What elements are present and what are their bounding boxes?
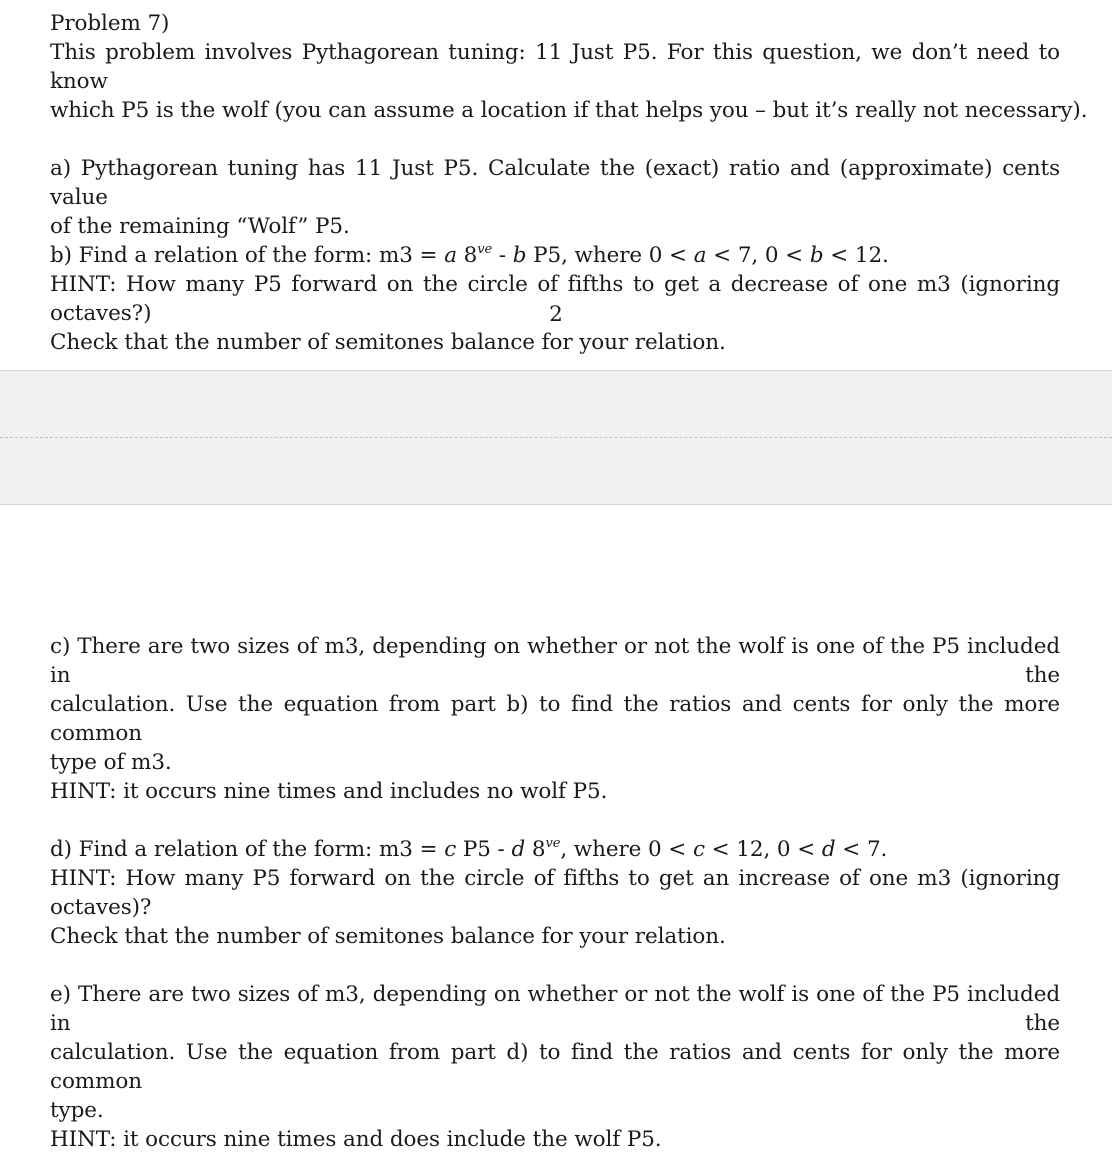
part-a-line-1: a) Pythagorean tuning has 11 Just P5. Calculate the (exact) ratio and (approximate) cents value: [50, 156, 1060, 210]
part-e-line-2: calculation. Use the equation from part d) to find the ratios and cents for only the more common: [50, 1040, 1060, 1094]
part-c-line-1: c) There are two sizes of m3, depending on whether or not the wolf is one of the P5 included in the: [50, 634, 1060, 688]
page-2-content: [50, 632, 1060, 1154]
part-a-line-2: of the remaining “Wolf” P5.: [50, 214, 350, 239]
part-d-relation: d) Find a relation of the form: m3 = c P5 - d $8^{ve}$, where 0 < c < 12, 0 < d < 7.: [50, 836, 888, 862]
page-break-separator: [0, 370, 1112, 505]
part-d-hint: HINT: How many P5 forward on the circle of fifths to get an increase of one m3 (ignoring octaves)?: [50, 866, 1060, 920]
intro-line-1: This problem involves Pythagorean tuning: 11 Just P5. For this question, we don’t need to know: [50, 40, 1060, 94]
problem-title: Problem 7): [50, 11, 170, 36]
part-c-line-2: calculation. Use the equation from part b) to find the ratios and cents for only the more common: [50, 692, 1060, 746]
part-e-line-1: e) There are two sizes of m3, depending on whether or not the wolf is one of the P5 included in the: [50, 982, 1060, 1036]
part-c-hint: HINT: it occurs nine times and includes no wolf P5.: [50, 779, 608, 804]
part-e-line-3: type.: [50, 1098, 104, 1123]
part-b-check: Check that the number of semitones balance for your relation.: [50, 330, 726, 355]
page-number: 2: [549, 302, 563, 327]
part-b-hint: HINT: How many P5 forward on the circle of fifths to get a decrease of one m3 (ignoring octaves?): [50, 272, 1060, 326]
part-c-line-3: type of m3.: [50, 750, 172, 775]
intro-line-2: which P5 is the wolf (you can assume a location if that helps you – but it’s really not necessary).: [50, 98, 1088, 123]
part-d-check: Check that the number of semitones balance for your relation.: [50, 924, 726, 949]
page-break-dashed-line: [0, 437, 1112, 438]
part-b-relation: b) Find a relation of the form: m3 = a $8^{ve}$ - b P5, where 0 < a < 7, 0 < b < 12.: [50, 242, 889, 268]
part-e-hint: HINT: it occurs nine times and does include the wolf P5.: [50, 1127, 662, 1152]
